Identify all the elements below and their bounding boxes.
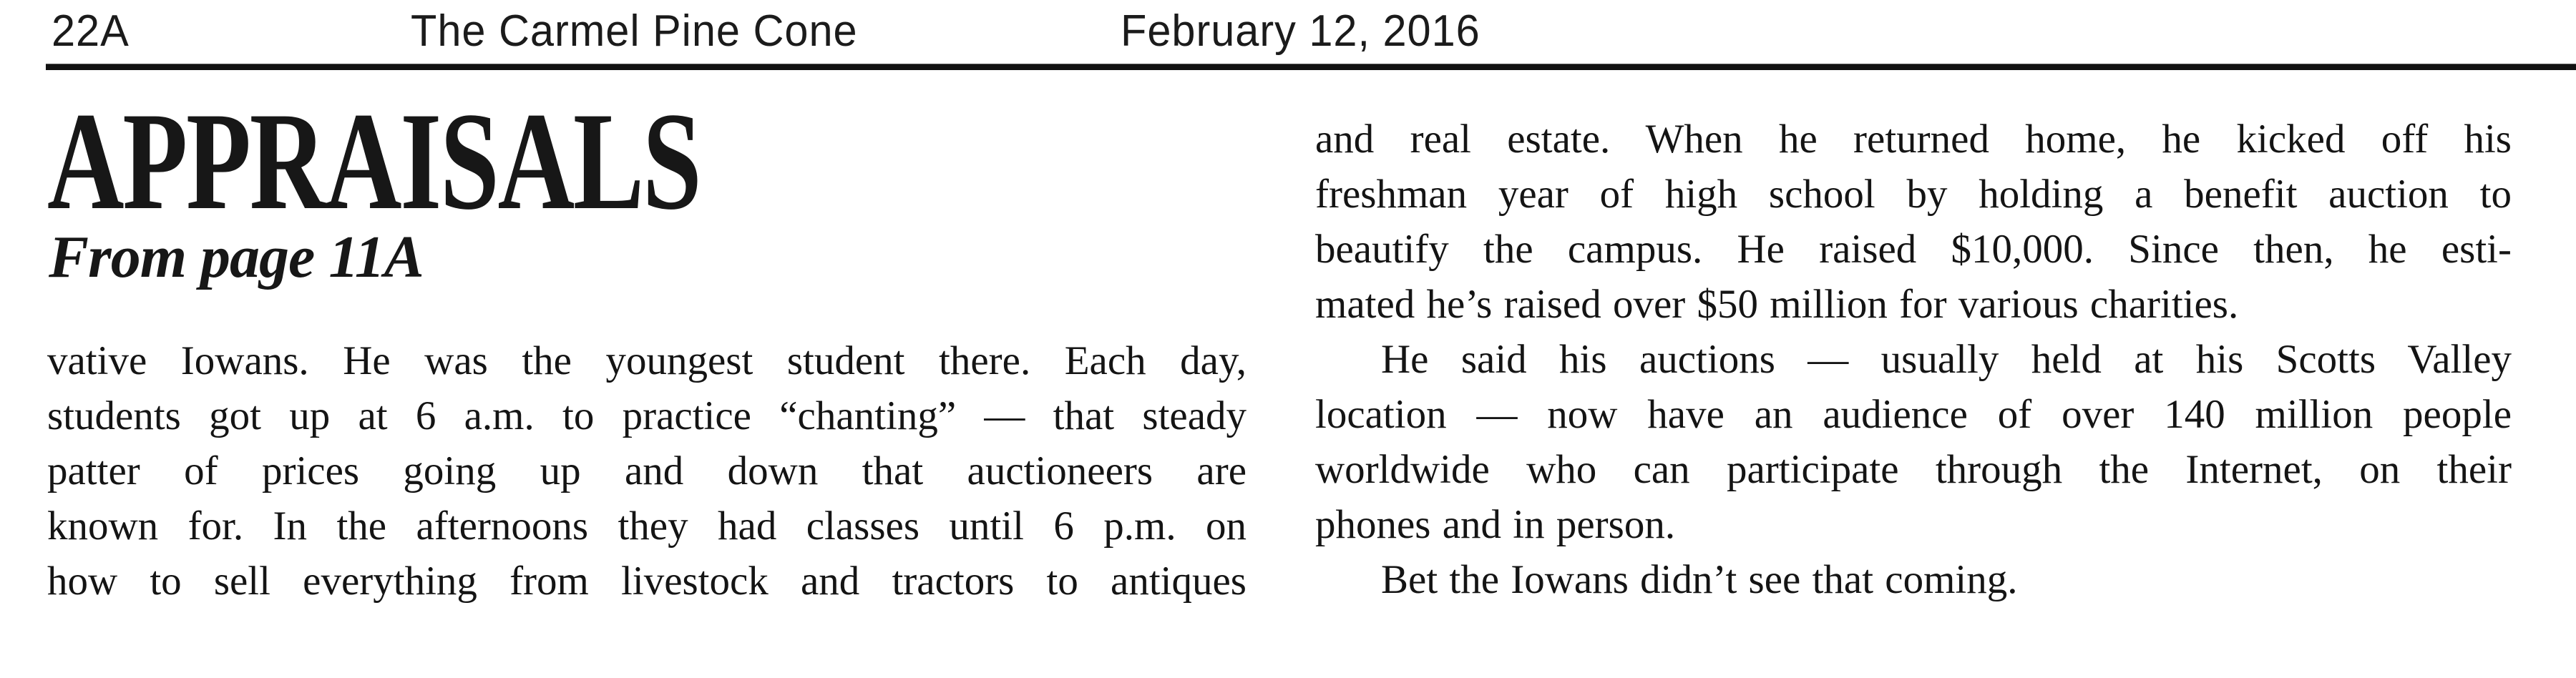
header-rule [46, 64, 2576, 70]
body-line: worldwide who can participate through the Internet, on their [1315, 447, 2512, 492]
article-headline: APPRAISALS [47, 84, 701, 239]
folio-page-number: 22A [52, 6, 130, 56]
left-body-column [47, 333, 1246, 609]
body-line: and real estate. When he returned home, he kicked off his [1315, 117, 2512, 162]
body-line: freshman year of high school by holding a benefit auction to [1315, 172, 2512, 217]
body-line: patter of prices going up and down that auctioneers are [47, 448, 1246, 493]
body-line: how to sell everything from livestock and tractors to antiques [47, 559, 1246, 604]
folio-date: February 12, 2016 [1121, 6, 1480, 56]
body-line: He said his auctions — usually held at his Scotts Valley [1381, 337, 2512, 382]
folio-publication-name: The Carmel Pine Cone [411, 6, 858, 56]
body-line: known for. In the afternoons they had classes until 6 p.m. on [47, 503, 1246, 549]
body-line: Bet the Iowans didn’t see that coming. [1381, 557, 2018, 602]
right-body-column [1315, 112, 2512, 607]
article-continuation-note: From page 11A [49, 224, 424, 290]
body-line: vative Iowans. He was the youngest student there. Each day, [47, 338, 1246, 383]
body-line: location — now have an audience of over 140 million people [1315, 392, 2512, 437]
body-line: beautify the campus. He raised $10,000. Since then, he esti- [1315, 227, 2512, 272]
body-line: mated he’s raised over $50 million for various charities. [1315, 282, 2239, 327]
body-line: phones and in person. [1315, 502, 1676, 547]
body-line: students got up at 6 a.m. to practice “chanting” — that steady [47, 393, 1246, 438]
